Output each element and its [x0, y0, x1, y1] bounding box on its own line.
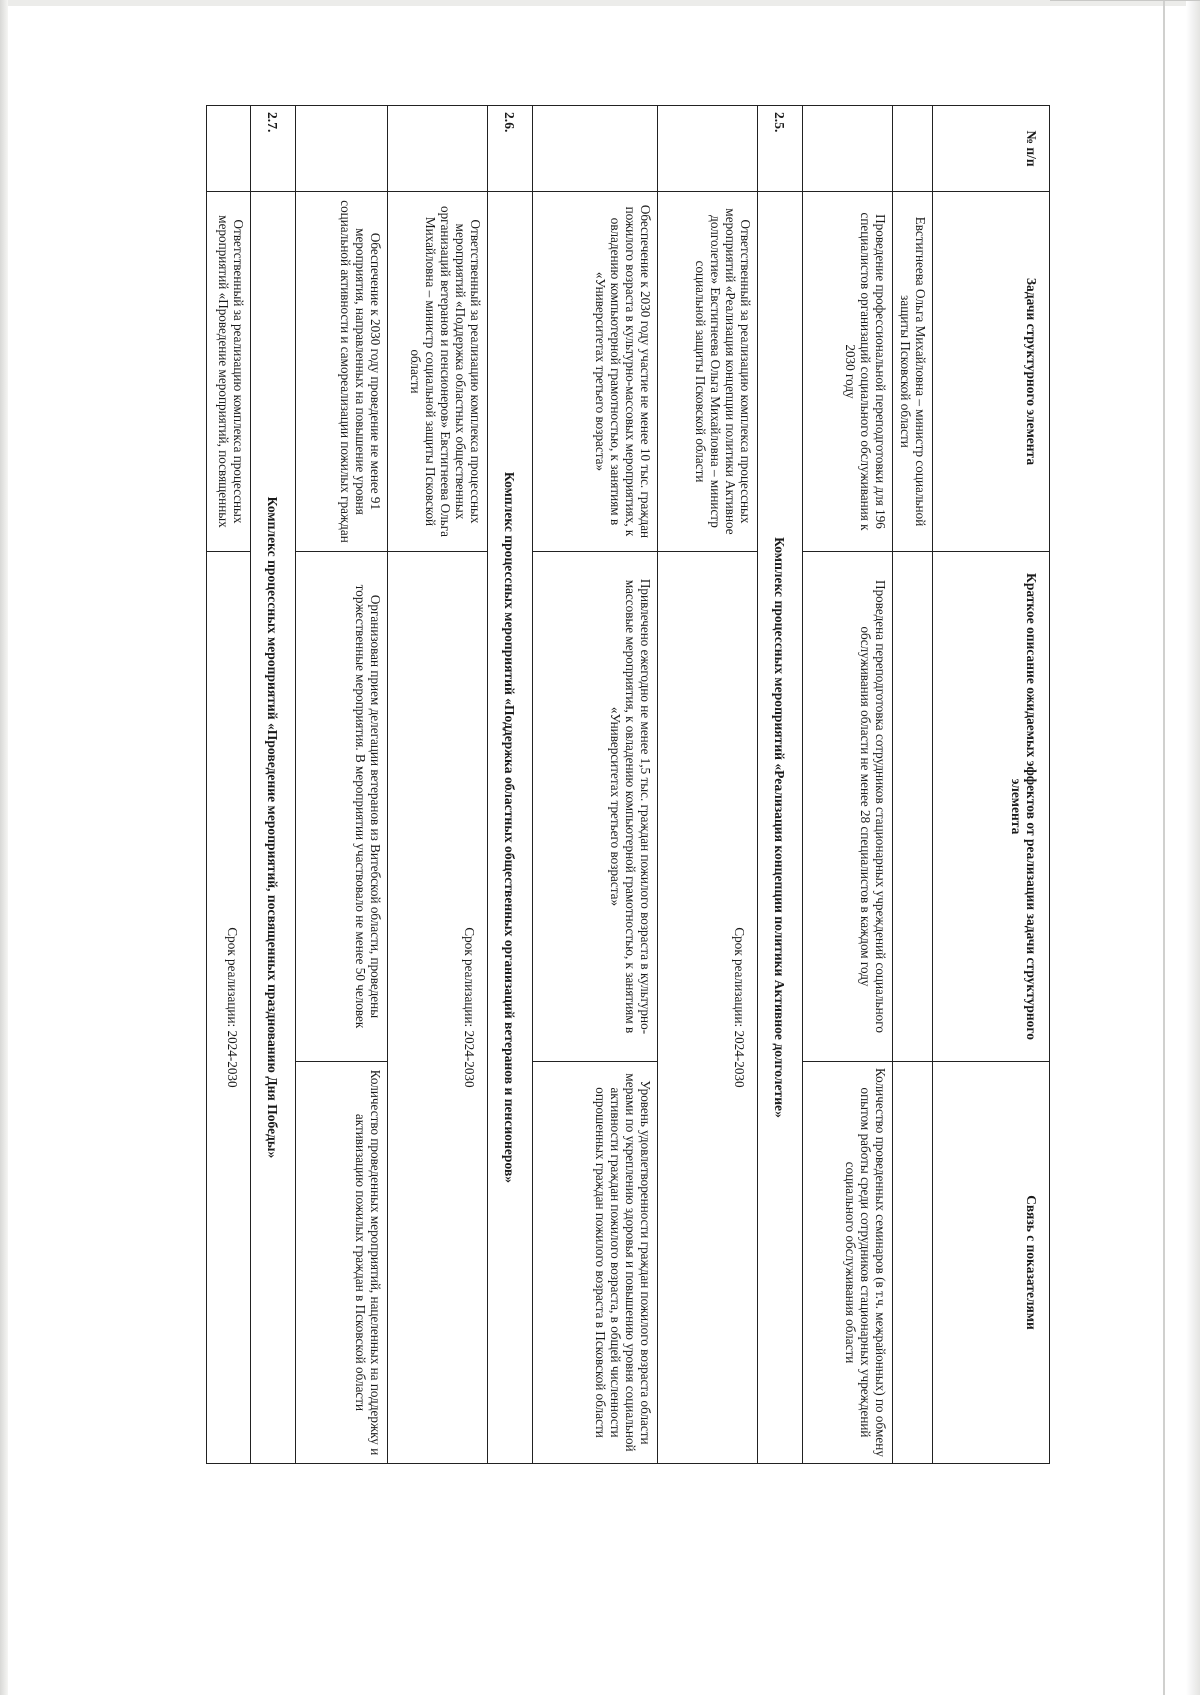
responsible-2-7: Ответственный за реализацию комплекса процессных мероприятий «Проведение мероприятий, посвященных: [207, 192, 251, 552]
section-num-2-6: 2.6.: [488, 106, 533, 192]
section-row-2-5: [758, 106, 803, 1464]
header-task: Задачи структурного элемента: [933, 192, 1050, 552]
scan-edge-left: [0, 0, 8, 1695]
table-row: [803, 106, 893, 1464]
header-link: Связь с показателями: [933, 1062, 1050, 1464]
row-training-effect: Проведена переподготовка сотрудников стационарных учреждений социального обслуживания области не менее 28 специалистов в каждом году: [803, 552, 893, 1062]
table-row: [893, 106, 933, 1464]
table-row: [296, 106, 388, 1464]
task-2-6: Обеспечение к 2030 году проведение не менее 91 мероприятия, направленных на повышение уровня социальной активности и самореализации пожилых граждан: [296, 192, 388, 552]
section-title-2-5: Комплекс процессных мероприятий «Реализация концепции политики Активное долголетие»: [758, 192, 803, 1464]
link-2-6: Количество проведенных мероприятий, нацеленных на поддержку и активизацию пожилых граждан в Псковской области: [296, 1062, 388, 1464]
header-effect: Краткое описание ожидаемых эффектов от реализации задачи структурного элемента: [933, 552, 1050, 1062]
section-num-2-5: 2.5.: [758, 106, 803, 192]
row-top-task: Евстигнеева Ольга Михайловна – министр социальной защиты Псковской области: [893, 192, 933, 552]
effect-2-6: Организован прием делегации ветеранов из Витебской области, проведены торжественные мероприятия. В мероприятии участвовало не менее 50 человек: [296, 552, 388, 1062]
scan-fold-line: [1163, 0, 1165, 1695]
effect-2-5: Привлечено ежегодно не менее 1,5 тыс. граждан пожилого возраста в культурно-массовые мероприятия, к овладению компьютерной грамотностью, к занятиям в «Университетах третьего возраста»: [533, 552, 658, 1062]
term-2-7: Срок реализации: 2024-2030: [207, 552, 251, 1464]
rotated-table-container: [162, 105, 1050, 1463]
scan-edge-right: [1186, 0, 1200, 1695]
section-title-2-6: Комплекс процессных мероприятий «Поддержка областных общественных организаций ветеранов и пенсионеров»: [488, 192, 533, 1464]
header-num: № п/п: [933, 106, 1050, 192]
section-row-2-7: [251, 106, 296, 1464]
table-row: [207, 106, 251, 1464]
responsible-2-5: Ответственный за реализацию комплекса процессных мероприятий «Реализация концепции политики Активное долголетие» Евстигнеева Ольга Михайловна – министр социальной защиты Псковской области: [658, 192, 758, 552]
table-row: [533, 106, 658, 1464]
section-title-2-7: Комплекс процессных мероприятий «Проведение мероприятий, посвященных празднованию Дня Победы»: [251, 192, 296, 1464]
table-header-row: [933, 106, 1050, 1464]
section-num-2-7: 2.7.: [251, 106, 296, 192]
scan-top-mark: [1050, 0, 1200, 1]
table-row: [388, 106, 488, 1464]
term-2-6: Срок реализации: 2024-2030: [388, 552, 488, 1464]
row-training-link: Количество проведенных семинаров (в т.ч. межрайонных) по обмену опытом работы среди сотрудников стационарных учреждений социального обслуживания области: [803, 1062, 893, 1464]
scan-edge-top: [0, 0, 1200, 6]
term-2-5: Срок реализации: 2024-2030: [658, 552, 758, 1464]
responsible-2-6: Ответственный за реализацию комплекса процессных мероприятий «Поддержка областных общественных организаций ветеранов и пенсионеров» Евстигнеева Ольга Михайловна – министр социальной защиты Псковской области: [388, 192, 488, 552]
row-training-task: Проведение профессиональной переподготовки для 196 специалистов организаций социального обслуживания к 2030 году: [803, 192, 893, 552]
link-2-5: Уровень удовлетворенности граждан пожилого возраста области мерами по укреплению здоровья и повышению уровня социальной активности граждан пожилого возраста, в общей численности опрошенных граждан пожилого возраста в Псковской области: [533, 1062, 658, 1464]
table-row: [658, 106, 758, 1464]
structural-elements-table: [206, 105, 1050, 1464]
section-row-2-6: [488, 106, 533, 1464]
task-2-5: Обеспечение к 2030 году участие не менее 10 тыс. граждан пожилого возраста в культурно-массовых мероприятиях, к овладению компьютерной грамотностью, к занятиям в «Университетах третьего возраста»: [533, 192, 658, 552]
